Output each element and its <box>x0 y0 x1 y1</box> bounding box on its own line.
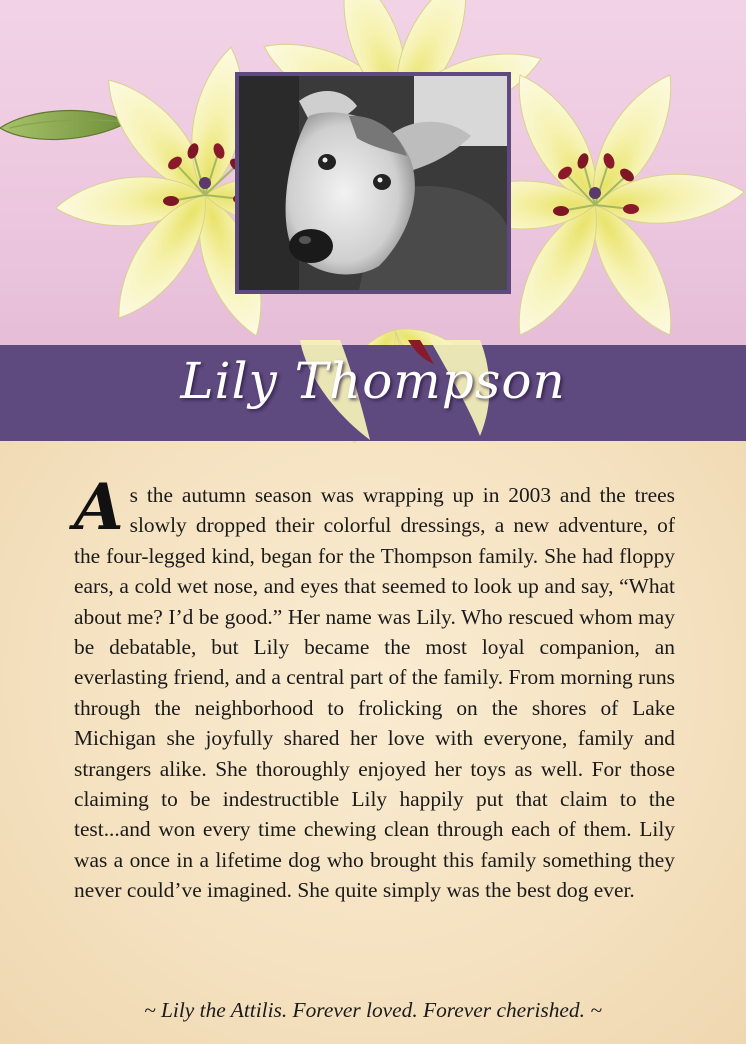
story-text: s the autumn season was wrapping up in 2003 and the trees slowly dropped their colorful dressings, a new adventure, of the four-legged kind, began for the Thompson family. She had floppy ears, a cold wet nose, and eyes that seemed to look up and say, “What about me? I’d be good.” Her name was Lily. Who rescued whom may be debatable, but Lily became the most loyal companion, an everlasting friend, and a central part of the family. From morning runs through the neighborhood to frolicking on the shores of Lake Michigan she joyfully shared her love with everyone, family and strangers alike. She thoroughly enjoyed her toys as well. For those claiming to be indestructible Lily happily put that claim to the test...and won every time chewing clean through each of them. Lily was a once in a lifetime dog who brought this family something they never could’ve imagined. She quite simply was the best dog ever. <box>74 483 675 903</box>
story-paragraph <box>74 470 675 906</box>
lily-bud <box>0 111 128 140</box>
dog-photo <box>235 72 511 294</box>
drop-cap: A <box>74 470 124 545</box>
dog-photo-image <box>239 76 507 290</box>
memorial-name-title: Lily Thompson <box>180 352 566 410</box>
footer-tagline: ~ Lily the Attilis. Forever loved. Forever cherished. ~ <box>144 998 602 1022</box>
